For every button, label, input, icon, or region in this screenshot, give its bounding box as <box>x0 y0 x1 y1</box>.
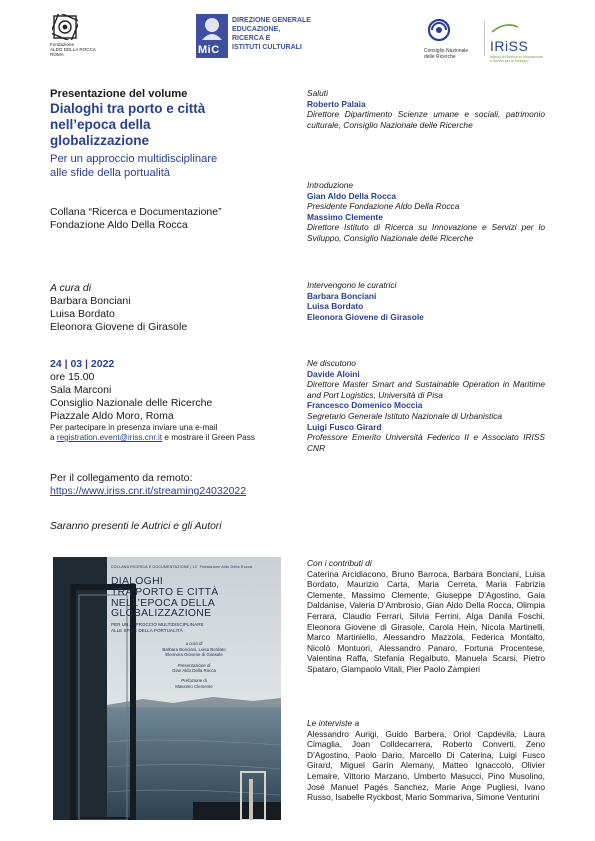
speaker-name: Gian Aldo Della Rocca <box>307 190 397 201</box>
book-title: Dialoghi tra porto e città nell’epoca della globalizzazione <box>50 101 206 148</box>
section-label: Ne discutono <box>307 358 356 368</box>
speaker-name: Massimo Clemente <box>307 211 383 222</box>
contributors-list: Caterina Arcidiacono, Bruno Barroca, Barbara Bonciani, Luisa Bordato, Maurizio Carta, Maria Cerreta, Maria Fabrizia Clemente, Massimo Clemente, Giuseppe D’Agostino, Gaia Daldanise, Valeria D’Ambrosio, Gian Aldo Della Rocca, Olimpia Ferrara, Claudio Ferrari, Silvia Ferrini, Alga Danila Foschi, Eleonora Giovene di Girasole, Carola Hein, Nicola Martinelli, Marco Martiniello, Alessandro Mazzola, Federica Montalto, Nicolò Montuori, Alessandro Panaro, Fortuna Procentese, Valentina Raffa, Stefania Regalbuto, Manuela Scarsi, Pietro Spataro, Giampaolo Vitali, Pier Paolo Zampieri <box>307 568 545 674</box>
mic-directorate-text: DIREZIONE GENERALE EDUCAZIONE, RICERCA E ISTITUTI CULTURALI <box>232 17 311 51</box>
section-label: Saluti <box>307 88 328 98</box>
book-subtitle: Per un approccio multidisciplinare alle sfide della portualità <box>50 153 218 179</box>
contributors-section <box>307 558 545 675</box>
cover-title: DIALOGHI TRA PORTO E CITTÀ NELL’EPOCA DELLA GLOBALIZZAZIONE <box>111 576 219 620</box>
cnr-emblem-icon <box>424 18 454 42</box>
mic-logo-mark <box>196 14 228 58</box>
cnr-logo <box>424 18 484 60</box>
saluti-section <box>307 88 545 130</box>
interviews-section <box>307 718 545 803</box>
speaker-role: Direttore Istituto di Ricerca su Innovazione e Servizi per lo Sviluppo, Consiglio Nazionale delle Ricerche <box>307 222 545 243</box>
fadr-logo-text: Fondazione ALDO DELLA ROCCA ROMA <box>50 42 96 58</box>
section-label: Le interviste a <box>307 718 360 728</box>
curator-name: Eleonora Giovene di Girasole <box>50 321 188 333</box>
registration-note: Per partecipare in presenza inviare una e-mail <box>50 423 218 432</box>
event-venue: Consiglio Nazionale delle Ricerche <box>50 397 213 409</box>
speaker-role: Direttore Master Smart and Sustainable Operation in Maritime and Port Logistics, Università di Pisa <box>307 379 545 400</box>
event-date: 24 | 03 | 2022 <box>50 358 115 370</box>
speaker-name: Luigi Fusco Girard <box>307 421 382 432</box>
collana-info: Collana “Ricerca e Documentazione” Fondazione Aldo Della Rocca <box>50 206 222 231</box>
curator-name: Luisa Bordato <box>50 308 115 320</box>
interviewees-list: Alessandro Aurigi, Guido Barbera, Oriol Capdevila, Laura Cimaglia, Joan Colldecarrera, Roberto Converti, Zeno D’Agostino, Paolo Dario, Marcello Di Caterina, Luigi Fusco Girard, Miguel Garín Alemany, Matteo Ignaccolo, Olivier Lemaire, Vittorio Marzano, Umberto Masucci, Pino Musolino, José Manuel Pagés Sanchez, Marie Ange Pugliesi, Ivano Russo, Isabelle Ryckbost, Mario Sommariva, Simone Venturini <box>307 728 545 803</box>
speaker-name: Eleonora Giovene di Girasole <box>307 311 424 322</box>
speaker-name: Francesco Domenico Moccia <box>307 400 423 411</box>
registration-email-link[interactable]: registration.event@iriss.cnr.it <box>56 433 163 442</box>
cnr-logo-text: Consiglio Nazionale delle Ricerche <box>424 48 469 60</box>
speaker-name: Barbara Bonciani <box>307 290 377 301</box>
event-details <box>50 358 255 443</box>
speaker-name: Davide Aloini <box>307 368 360 379</box>
curators-label: A cura di <box>50 282 92 294</box>
speaker-role: Presidente Fondazione Aldo Della Rocca <box>307 201 460 212</box>
curator-name: Barbara Bonciani <box>50 295 131 307</box>
section-label: Intervengono le curatrici <box>307 280 397 290</box>
curators-block <box>50 282 187 334</box>
streaming-link[interactable]: https://www.iriss.cnr.it/streaming24032022 <box>50 485 247 497</box>
logo-divider <box>484 20 485 56</box>
cover-credits: a cura di Barbara Bonciani, Luisa Bordato Eleonora Giovene di Girasole Presentazione di Gian Aldo Della Rocca Prefazione di Massimo Clemente <box>162 641 226 689</box>
remote-label: Per il collegamento da remoto: <box>50 472 193 484</box>
mic-logo <box>196 14 326 64</box>
iriss-logo <box>490 20 560 63</box>
authors-present-note: Saranno presenti le Autrici e gli Autori <box>50 521 222 532</box>
speaker-name: Luisa Bordato <box>307 301 364 312</box>
fadr-emblem-icon <box>52 14 78 40</box>
cover-series: COLLANA RICERCA E DOCUMENTAZIONE | 12 Fondazione Aldo Della Rocca <box>111 565 253 569</box>
speaker-role: Professore Emerito Università Federico II e Associato IRISS CNR <box>307 432 545 453</box>
section-label: Introduzione <box>307 180 354 190</box>
cover-subtitle: PER UN APPROCCIO MULTIDISCIPLINARE ALLE SFIDE DELLA PORTUALITÀ <box>111 622 204 633</box>
book-cover-image <box>53 557 281 820</box>
presentation-label: Presentazione del volume <box>50 88 188 100</box>
cover-text <box>111 565 277 689</box>
speaker-role: Direttore Dipartimento Scienze umane e sociali, patrimonio culturale, Consiglio Nazionale delle Ricerche <box>307 109 545 130</box>
introduzione-section <box>307 180 545 244</box>
iriss-logo-text: Istituto di Ricerca su Innovazione e Servizi per lo Sviluppo <box>490 55 543 64</box>
curatrici-section <box>307 280 545 322</box>
speaker-role: Segretario Generale Istituto Nazionale di Urbanistica <box>307 410 503 421</box>
registration-note-line2: a registration.event@iriss.cnr.it e mostrare il Green Pass <box>50 433 255 442</box>
event-time: ore 15.00 <box>50 371 95 383</box>
discussants-section <box>307 358 545 453</box>
mic-label: MiC <box>198 44 220 56</box>
event-room: Sala Marconi <box>50 384 112 396</box>
iriss-swoosh-icon <box>490 23 520 33</box>
event-address: Piazzale Aldo Moro, Roma <box>50 410 174 422</box>
speaker-name: Roberto Palaia <box>307 98 366 109</box>
iriss-wordmark: IRiSS <box>490 38 529 54</box>
mic-emblem-icon <box>196 14 228 44</box>
fondazione-aldo-della-rocca-logo <box>50 14 110 58</box>
section-label: Con i contributi di <box>307 558 372 568</box>
remote-connection <box>50 472 246 498</box>
